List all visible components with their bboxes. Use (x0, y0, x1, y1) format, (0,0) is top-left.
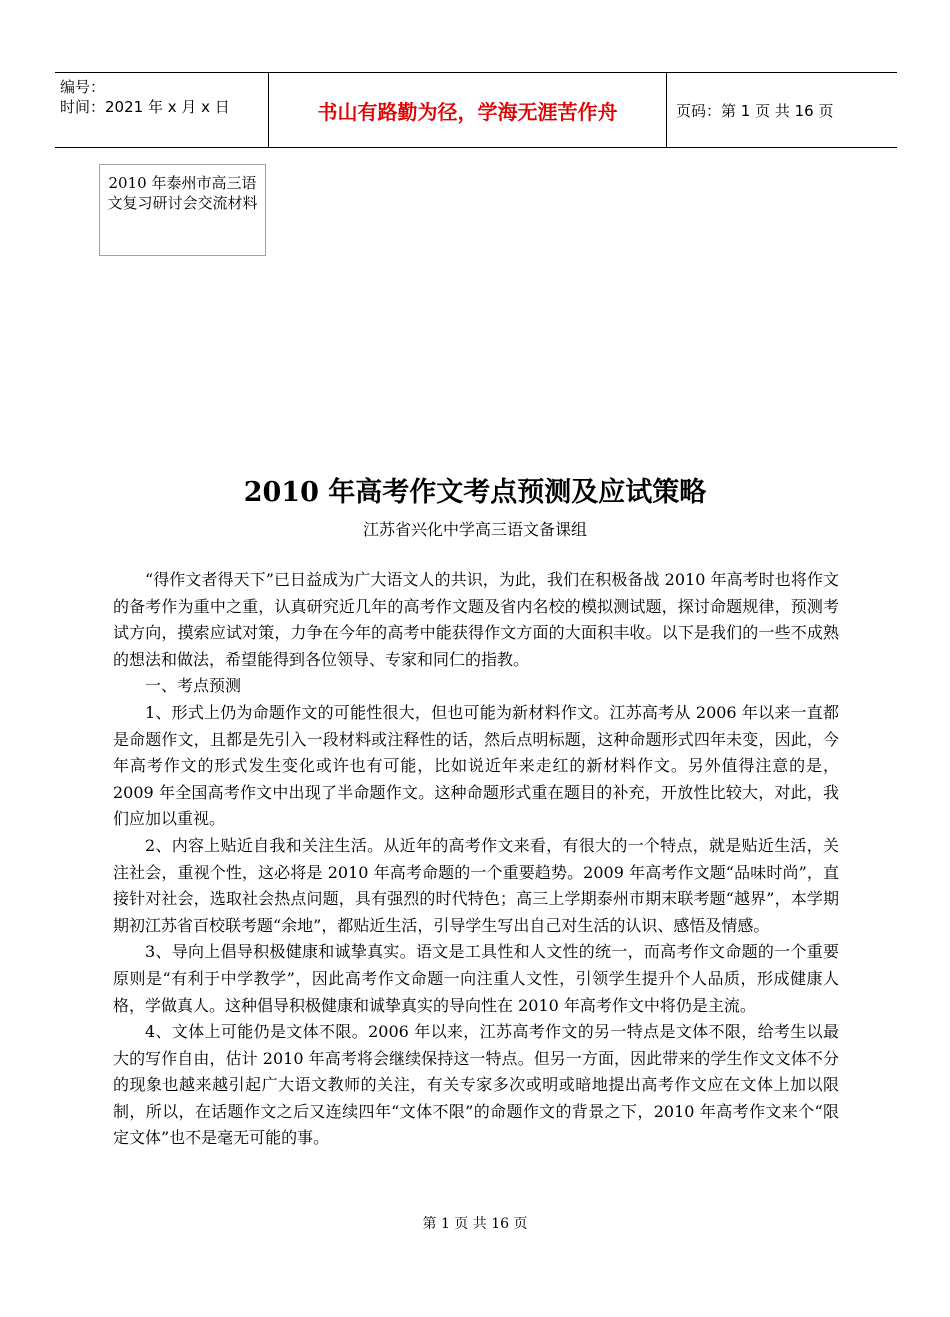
document-title: 2010 年高考作文考点预测及应试策略 (243, 477, 707, 508)
page-footer: 第 1 页 共 16 页 (422, 1216, 528, 1232)
paragraph: “得作文者得天下”已日益成为广大语文人的共识，为此，我们在积极备战 2010 年高考时也将作文的备考作为重中之重，认真研究近几年的高考作文题及省内名校的模拟测试题，探讨命题规律，预测考试方向，摸索应试对策，力争在今年的高考中能获得作文方面的大面积丰收。以下是我们的一些不成熟的想法和做法，希望能得到各位领导、专家和同仁的指教。 (113, 570, 839, 669)
header-page-label: 页码：第 1 页 共 16 页 (676, 101, 834, 120)
header-meta (60, 77, 265, 117)
number-label: 编号： (60, 78, 106, 96)
document-subtitle: 江苏省兴化中学高三语文备课组 (362, 520, 587, 539)
time-label: 时间：2021 年 x 月 x 日 (60, 98, 230, 116)
document-body (113, 567, 839, 1152)
paragraph: 1、形式上仍为命题作文的可能性很大，但也可能为新材料作文。江苏高考从 2006 年以来一直都是命题作文，且都是先引入一段材料或注释性的话，然后点明标题，这种命题形式四年未变，因此，今年高考作文的形式发生变化或许也有可能，比如说近年来走红的新材料作文。另外值得注意的是，2009 年全国高考作文中出现了半命题作文。这种命题形式重在题目的补充，开放性比较大，对此，我们应加以重视。 (113, 702, 839, 829)
header-motto: 书山有路勤为径，学海无涯苦作舟 (317, 99, 618, 124)
paragraph: 3、导向上倡导积极健康和诚挚真实。语文是工具性和人文性的统一，而高考作文命题的一个重要原则是“有利于中学教学”，因此高考作文命题一向注重人文性，引领学生提升个人品质，形成健康人格，学做真人。这种倡导积极健康和诚挚真实的导向性在 2010 年高考作文中将仍是主流。 (113, 942, 839, 1015)
paragraph: 4、文体上可能仍是文体不限。2006 年以来，江苏高考作文的另一特点是文体不限，给考生以最大的写作自由，估计 2010 年高考将会继续保持这一特点。但另一方面，因此带来的学生作文文体不分的现象也越来越引起广大语文教师的关注，有关专家多次或明或暗地提出高考作文应在文体上加以限制，所以，在话题作文之后又连续四年“文体不限”的命题作文的背景之下，2010 年高考作文来个“限定文体”也不是毫无可能的事。 (113, 1022, 839, 1148)
header-divider (666, 73, 667, 147)
paragraph: 2、内容上贴近自我和关注生活。从近年的高考作文来看，有很大的一个特点，就是贴近生活，关注社会，重视个性，这必将是 2010 年高考命题的一个重要趋势。2009 年高考作文题“品味时尚”，直接针对社会，选取社会热点问题，具有强烈的时代特色；高三上学期泰州市期末联考题“越界”，本学期期初江苏省百校联考题“余地”，都贴近生活，引导学生写出自己对生活的认识、感悟及情感。 (113, 835, 839, 935)
section-heading: 一、考点预测 (145, 676, 242, 696)
document-header (55, 72, 897, 148)
conference-stamp: 2010 年泰州市高三语文复习研讨会交流材料 (99, 164, 266, 256)
